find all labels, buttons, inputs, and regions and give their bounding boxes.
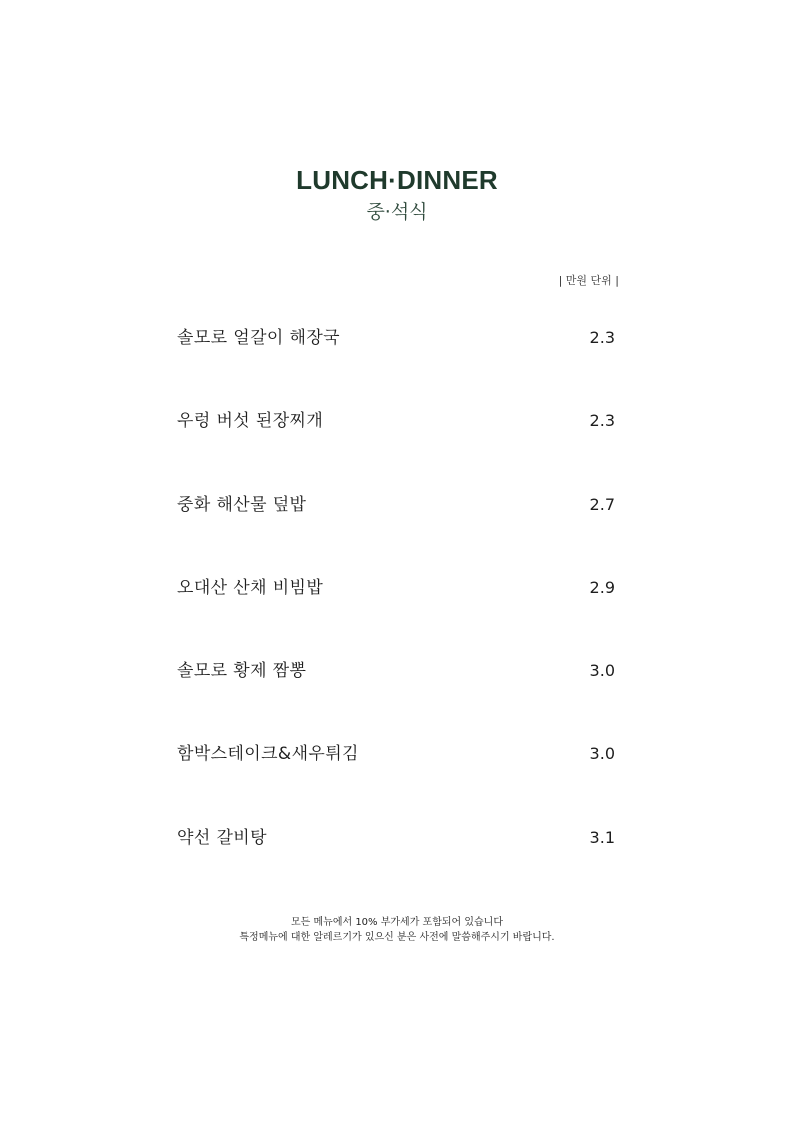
menu-item: [177, 409, 617, 492]
allergy-note: 특정메뉴에 대한 알레르기가 있으신 분은 사전에 말씀해주시기 바랍니다.: [239, 932, 555, 943]
page-subtitle: 중·석식: [366, 201, 428, 223]
menu-item-name: 중화 해산물 덮밥: [177, 494, 307, 515]
menu-item-name: 솔모로 얼갈이 해장국: [177, 328, 341, 348]
menu-item-price: 2.3: [589, 411, 615, 431]
menu-list: [177, 326, 617, 909]
menu-item-price: 3.0: [589, 661, 615, 681]
menu-item: [177, 493, 617, 576]
menu-item-price: 2.9: [589, 577, 615, 597]
menu-item-price: 2.3: [589, 328, 615, 347]
menu-item-name: 오대산 산채 비빔밥: [177, 577, 324, 598]
menu-item: [177, 326, 617, 409]
menu-item-name: 약선 갈비탕: [177, 827, 267, 848]
page-title: LUNCH·DINNER: [296, 165, 498, 195]
menu-item: [177, 826, 617, 909]
menu-item-name: 함박스테이크&새우튀김: [177, 744, 359, 765]
menu-item-name: 우렁 버섯 된장찌개: [177, 411, 324, 432]
vat-note: 모든 메뉴에서 10% 부가세가 포함되어 있습니다: [291, 917, 503, 928]
menu-item-price: 3.0: [589, 744, 615, 764]
menu-item-name: 솔모로 황제 짬뽕: [177, 661, 307, 682]
menu-item: [177, 659, 617, 742]
price-unit-note: | 만원 단위 |: [558, 274, 619, 287]
menu-item: [177, 742, 617, 825]
footer-notes: [0, 915, 794, 945]
menu-item: [177, 576, 617, 659]
menu-item-price: 2.7: [589, 494, 615, 514]
menu-item-price: 3.1: [589, 827, 615, 847]
